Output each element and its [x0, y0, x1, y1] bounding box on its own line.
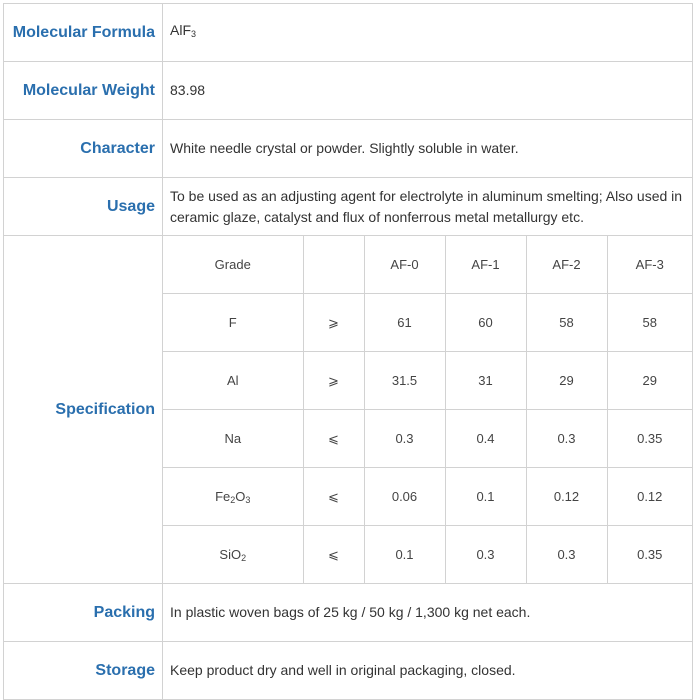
value-molecular-formula [163, 4, 693, 62]
row-molecular-weight [4, 62, 693, 120]
row-molecular-formula [4, 4, 693, 62]
spec-row-na [163, 410, 692, 468]
spec-value: 0.35 [607, 410, 692, 468]
spec-header-af0: AF-0 [364, 236, 445, 294]
spec-item-name-tail: O [235, 488, 246, 504]
label-molecular-weight: Molecular Weight [4, 62, 163, 120]
row-storage [4, 642, 693, 700]
spec-item-name: Al [163, 352, 303, 410]
spec-value: 0.35 [607, 526, 692, 584]
spec-item-sign: ⩾ [303, 352, 364, 410]
spec-header-af2: AF-2 [526, 236, 607, 294]
spec-value: 0.12 [607, 468, 692, 526]
row-usage [4, 178, 693, 236]
spec-value: 58 [526, 294, 607, 352]
spec-item-name-sub: 2 [230, 494, 236, 505]
spec-value: 61 [364, 294, 445, 352]
spec-value: 58 [607, 294, 692, 352]
spec-row-sio2 [163, 526, 692, 584]
spec-item-sign: ⩽ [303, 526, 364, 584]
spec-value: 0.3 [445, 526, 526, 584]
spec-item-name-main: Fe [215, 488, 231, 504]
spec-value: 0.1 [364, 526, 445, 584]
spec-row-al [163, 352, 692, 410]
label-character: Character [4, 120, 163, 178]
spec-row-fe2o3 [163, 468, 692, 526]
product-info-table [3, 3, 693, 700]
spec-value: 31.5 [364, 352, 445, 410]
spec-item-name: Na [163, 410, 303, 468]
label-molecular-formula: Molecular Formula [4, 4, 163, 62]
spec-value: 0.3 [526, 410, 607, 468]
spec-item-name: F [163, 294, 303, 352]
spec-grade-table [163, 236, 692, 583]
spec-item-name [163, 468, 303, 526]
spec-item-name-sub: 2 [241, 552, 247, 563]
spec-value: 0.06 [364, 468, 445, 526]
spec-value: 31 [445, 352, 526, 410]
specification-cell [163, 236, 693, 584]
spec-row-f [163, 294, 692, 352]
label-usage: Usage [4, 178, 163, 236]
value-usage: To be used as an adjusting agent for electrolyte in aluminum smelting; Also used in ceramic glaze, catalyst and flux of nonferrous metal metallurgy etc. [163, 178, 693, 236]
spec-item-sign: ⩽ [303, 410, 364, 468]
spec-item-name-sub2: 3 [245, 494, 251, 505]
label-packing: Packing [4, 584, 163, 642]
value-storage: Keep product dry and well in original packaging, closed. [163, 642, 693, 700]
spec-header-af3: AF-3 [607, 236, 692, 294]
formula-subscript: 3 [191, 29, 197, 39]
spec-value: 0.1 [445, 468, 526, 526]
spec-value: 0.3 [526, 526, 607, 584]
spec-header-af1: AF-1 [445, 236, 526, 294]
value-character: White needle crystal or powder. Slightly soluble in water. [163, 120, 693, 178]
spec-value: 0.3 [364, 410, 445, 468]
row-character [4, 120, 693, 178]
spec-value: 0.4 [445, 410, 526, 468]
value-molecular-weight: 83.98 [163, 62, 693, 120]
spec-value: 60 [445, 294, 526, 352]
spec-item-name-main: SiO [219, 546, 242, 562]
spec-header-sign [303, 236, 364, 294]
spec-item-sign: ⩾ [303, 294, 364, 352]
spec-header-grade: Grade [214, 257, 251, 272]
spec-value: 29 [526, 352, 607, 410]
spec-header-row [163, 236, 692, 294]
formula-main: AlF [170, 22, 191, 38]
label-storage: Storage [4, 642, 163, 700]
label-specification: Specification [4, 236, 163, 584]
spec-value: 29 [607, 352, 692, 410]
value-packing: In plastic woven bags of 25 kg / 50 kg / 1,300 kg net each. [163, 584, 693, 642]
spec-value: 0.12 [526, 468, 607, 526]
spec-item-name [163, 526, 303, 584]
row-specification [4, 236, 693, 584]
row-packing [4, 584, 693, 642]
spec-item-sign: ⩽ [303, 468, 364, 526]
